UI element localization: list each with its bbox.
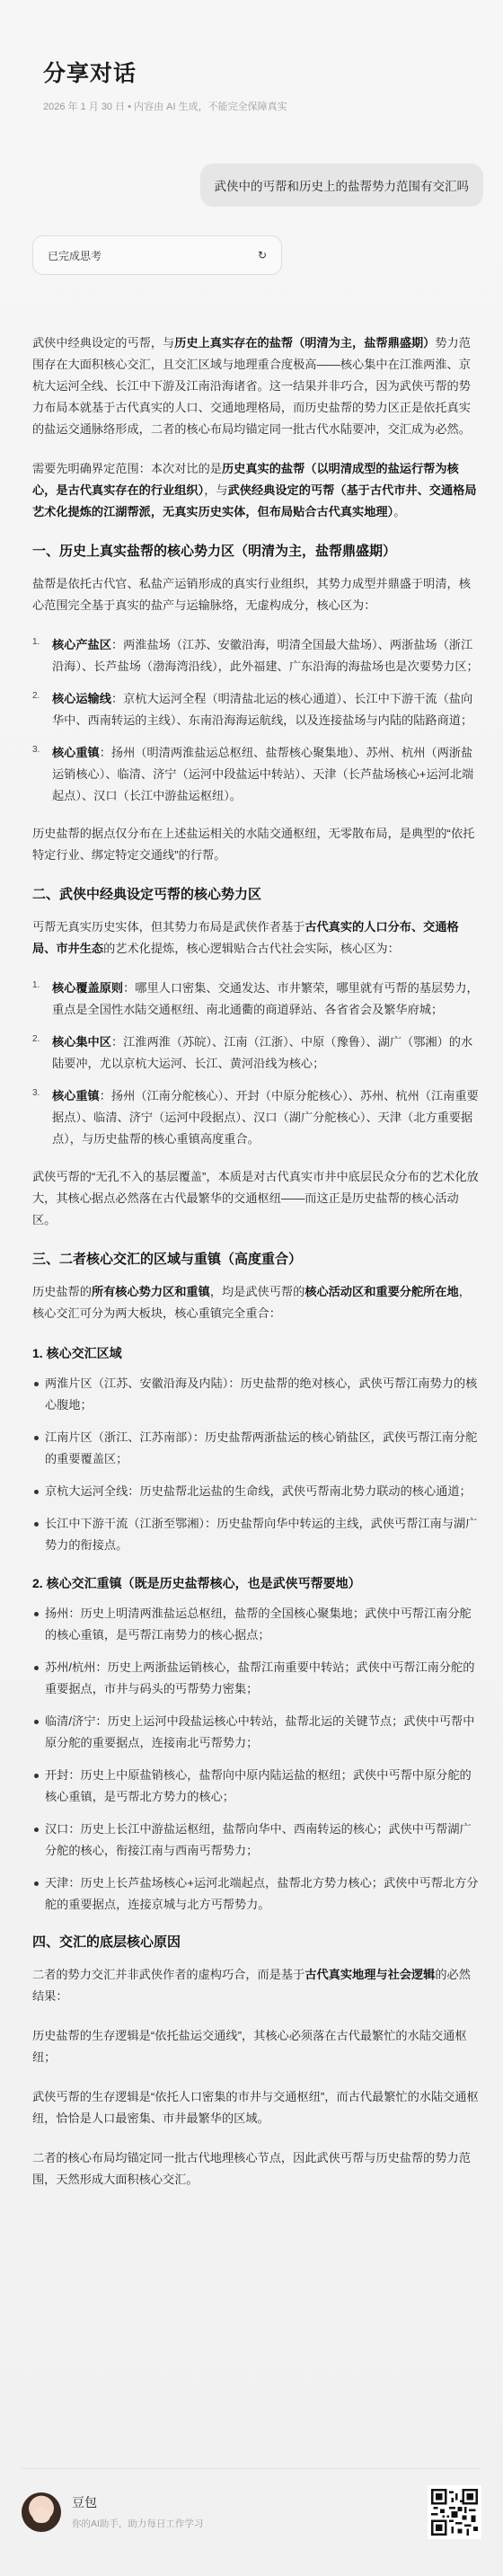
brand-name: 豆包 [72, 2495, 97, 2510]
list-item: 1. 核心覆盖原则：哪里人口密集、交通发达、市井繁荣，哪里就有丐帮的基层势力，重点是全国性水陆交通枢纽、南北通衢的商道驿站、各省省会及繁华府城； [32, 980, 479, 1016]
share-footer [22, 2468, 481, 2554]
list-item: 3. 核心重镇：扬州（江南分舵核心）、开封（中原分舵核心）、苏州、杭州（江南重要据点）、临清、济宁（运河中段据点）、汉口（湖广分舵核心）、天津（北方重要据点），与历史盐帮的核心重镇高度重合。 [32, 1088, 479, 1146]
list-item: 长江中下游干流（江浙至鄂湘）：历史盐帮向华中转运的主线，武侠丐帮江南与湖广势力的衔接点。 [32, 1513, 481, 1556]
list-item: 2. 核心集中区：江淮两淮（苏皖）、江南（江浙）、中原（豫鲁）、湖广（鄂湘）的水陆要冲，尤以京杭大运河、长江、黄河沿线为核心； [32, 1034, 473, 1070]
section-heading: 二、武侠中经典设定丐帮的核心势力区 [32, 887, 262, 902]
share-header [0, 0, 503, 113]
answer-intro: 武侠中经典设定的丐帮，与历史上真实存在的盐帮（明清为主，盐帮鼎盛期）势力范围存在大面积核心交汇，且交汇区域与地理重合度极高——核心集中在江淮两淮、京杭大运河全线、长江中下游及江南沿海诸省。这一结果并非巧合，因为武侠丐帮的势力布局本就基于古代真实的人口、交通地理格局，而历史盐帮的势力区正是依托真实的盐运交通脉络形成，二者的核心布局均锚定同一批古代水陆要冲，交汇成为必然。 [32, 336, 471, 436]
list-item: 汉口：历史上长江中游盐运枢纽，盐帮向华中、西南转运的核心；武侠中丐帮湖广分舵的核心，衔接江南与西南丐帮势力； [32, 1819, 481, 1862]
section-paragraph: 二者的核心布局均锚定同一批古代地理核心节点，因此武侠丐帮与历史盐帮的势力范围，天然形成大面积核心交汇。 [32, 2151, 471, 2186]
section-heading: 三、二者核心交汇的区域与重镇（高度重合） [32, 1252, 303, 1267]
list-item: 江南片区（浙江、江苏南部）：历史盐帮两浙盐运的核心销盐区，武侠丐帮江南分舵的重要覆盖区； [32, 1427, 481, 1470]
list-item: 京杭大运河全线：历史盐帮北运盐的生命线，武侠丐帮南北势力联动的核心通道； [32, 1481, 481, 1502]
subsection-heading: 1. 核心交汇区域 [32, 1346, 122, 1360]
user-message-bubble[interactable]: 武侠中的丐帮和历史上的盐帮势力范围有交汇吗 [200, 164, 484, 207]
assistant-answer [0, 275, 503, 2191]
bullet-list [32, 1603, 481, 1916]
page-subtitle: 2026 年 1 月 30 日 • 内容由 AI 生成，不能完全保障真实 [43, 102, 287, 112]
section-paragraph: 武侠丐帮的生存逻辑是“依托人口密集的市井与交通枢纽”，而古代最繁忙的水陆交通枢纽，恰恰是人口最密集、市井最繁华的区域。 [32, 2090, 479, 2125]
list-item: 开封：历史上中原盐销核心，盐帮向中原内陆运盐的枢纽；武侠中丐帮中原分舵的核心重镇，是丐帮北方势力的核心； [32, 1765, 481, 1808]
refresh-icon: ↻ [257, 249, 267, 261]
avatar [22, 2492, 61, 2532]
qr-code-icon[interactable] [428, 2485, 481, 2539]
section-intro: 盐帮是依托古代官、私盐产运销形成的真实行业组织，其势力成型并鼎盛于明清，核心范围完全基于真实的盐产与运输脉络，无虚构成分，核心区为： [32, 577, 471, 612]
section-intro: 历史盐帮的所有核心势力区和重镇，均是武侠丐帮的核心活动区和重要分舵所在地，核心交汇可分为两大板块，核心重镇完全重合： [32, 1285, 471, 1320]
section-paragraph: 历史盐帮的生存逻辑是“依托盐运交通线”，其核心必须落在古代最繁忙的水陆交通枢纽； [32, 2029, 467, 2064]
list-item: 3. 核心重镇：扬州（明清两淮盐运总枢纽、盐帮核心聚集地）、苏州、杭州（两浙盐运销核心）、临清、济宁（运河中段盐运中转站）、天津（长芦盐场核心+运河北端起点）、汉口（长江中游盐运枢纽）。 [32, 745, 474, 802]
user-message-row [0, 164, 483, 207]
answer-scope: 需要先明确界定范围：本次对比的是历史真实的盐帮（以明清成型的盐运行帮为核心，是古代真实存在的行业组织），与武侠经典设定的丐帮（基于古代市井、交通格局艺术化提炼的江湖帮派，无真实历史实体，但布局贴合古代真实地理）。 [32, 462, 477, 518]
thinking-panel-toggle[interactable] [32, 235, 282, 275]
list-item: 扬州：历史上明清两淮盐运总枢纽，盐帮的全国核心聚集地；武侠中丐帮江南分舵的核心重镇，是丐帮江南势力的核心据点； [32, 1603, 481, 1646]
numbered-list [32, 634, 481, 807]
section-heading: 四、交汇的底层核心原因 [32, 1934, 181, 1950]
subsection-heading: 2. 核心交汇重镇（既是历史盐帮核心，也是武侠丐帮要地） [32, 1576, 361, 1590]
section-paragraph: 二者的势力交汇并非武侠作者的虚构巧合，而是基于古代真实地理与社会逻辑的必然结果： [32, 1968, 471, 2003]
numbered-list [32, 978, 481, 1150]
bullet-list [32, 1373, 481, 1556]
thinking-label: 已完成思考 [48, 249, 102, 262]
list-item: 临清/济宁：历史上运河中段盐运核心中转站，盐帮北运的关键节点；武侠中丐帮中原分舵的重要据点，连接南北丐帮势力； [32, 1711, 481, 1754]
section-outro: 武侠丐帮的“无孔不入的基层覆盖”，本质是对古代真实市井中底层民众分布的艺术化放大，其核心据点必然落在古代最繁华的交通枢纽——而这正是历史盐帮的核心活动区。 [32, 1170, 479, 1226]
section-heading: 一、历史上真实盐帮的核心势力区（明清为主，盐帮鼎盛期） [32, 544, 397, 559]
section-outro: 历史盐帮的据点仅分布在上述盐运相关的水陆交通枢纽，无零散布局，是典型的“依托特定行业、绑定特定交通线”的行帮。 [32, 827, 475, 862]
page-title: 分享对话 [43, 61, 137, 86]
list-item: 2. 核心运输线：京杭大运河全程（明清盐北运的核心通道）、长江中下游干流（盐向华中、西南转运的主线）、东南沿海海运航线，以及连接盐场与内陆的陆路商道； [32, 691, 473, 727]
brand-tagline: 你的AI助手，助力每日工作学习 [72, 2518, 204, 2529]
list-item: 1. 核心产盐区：两淮盐场（江苏、安徽沿海，明清全国最大盐场）、两浙盐场（浙江沿海）、长芦盐场（渤海湾沿线），此外福建、广东沿海的海盐场也是次要势力区； [32, 637, 479, 673]
list-item: 苏州/杭州：历史上两浙盐运销核心，盐帮江南重要中转站；武侠中丐帮江南分舵的重要据点，市井与码头的丐帮势力密集； [32, 1657, 481, 1700]
section-intro: 丐帮无真实历史实体，但其势力布局是武侠作者基于古代真实的人口分布、交通格局、市井生态的艺术化提炼，核心逻辑贴合古代社会实际，核心区为： [32, 920, 459, 955]
brand-block[interactable] [22, 2492, 203, 2532]
list-item: 天津：历史上长芦盐场核心+运河北端起点，盐帮北方势力核心；武侠中丐帮北方分舵的重要据点，连接京城与北方丐帮势力。 [32, 1872, 481, 1916]
list-item: 两淮片区（江苏、安徽沿海及内陆）：历史盐帮的绝对核心，武侠丐帮江南势力的核心腹地； [32, 1373, 481, 1416]
